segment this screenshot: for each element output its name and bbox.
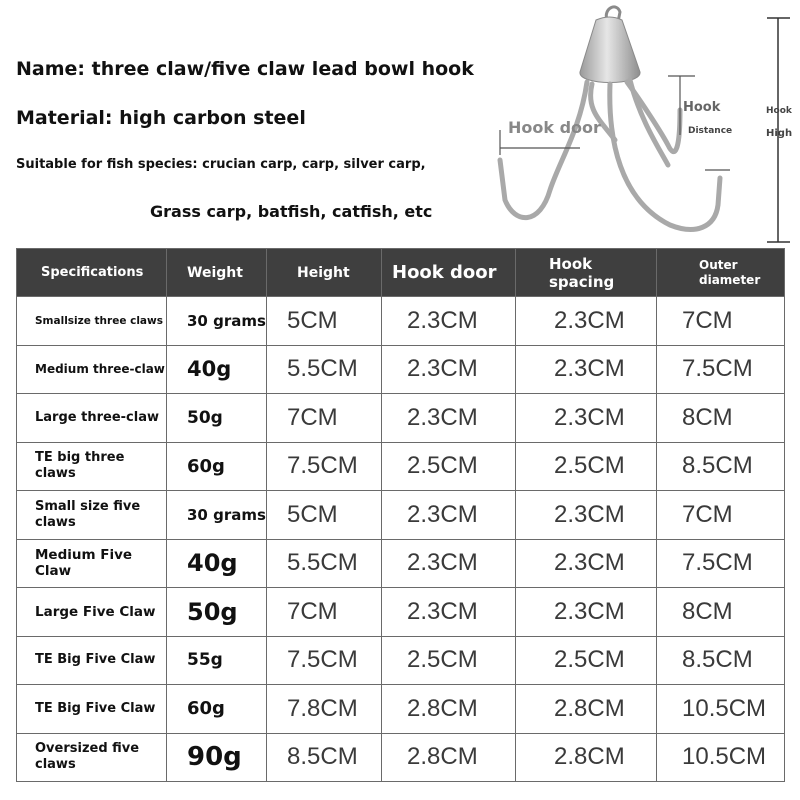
hook-spacing-cell: 2.3CM — [516, 491, 657, 540]
weight-cell: 40g — [167, 345, 267, 394]
table-row — [17, 345, 785, 394]
hook-spacing-cell: 2.5CM — [516, 636, 657, 685]
table-header-row — [17, 249, 785, 297]
hook-distance-label-bottom: Distance — [688, 126, 733, 136]
height-cell: 5CM — [267, 297, 382, 346]
weight-cell: 50g — [167, 588, 267, 637]
header-specifications: Specifications — [17, 249, 167, 297]
spec-cell: Small size five claws — [17, 491, 167, 540]
outer-diameter-cell: 7.5CM — [657, 345, 785, 394]
hook-distance-dimension — [668, 76, 733, 170]
spec-cell: TE big three claws — [17, 442, 167, 491]
height-cell: 5CM — [267, 491, 382, 540]
weight-cell: 50g — [167, 394, 267, 443]
spec-cell: Large Five Claw — [17, 588, 167, 637]
header-hook-spacing: Hook spacing — [516, 249, 657, 297]
height-cell: 7CM — [267, 394, 382, 443]
outer-diameter-cell: 8.5CM — [657, 636, 785, 685]
product-name: Name: three claw/five claw lead bowl hook — [16, 58, 474, 80]
spec-cell: TE Big Five Claw — [17, 685, 167, 734]
hook-diagram — [490, 0, 800, 250]
header-weight: Weight — [167, 249, 267, 297]
hook-spacing-cell: 2.3CM — [516, 297, 657, 346]
hook-door-cell: 2.3CM — [382, 297, 516, 346]
hook-spacing-cell: 2.3CM — [516, 588, 657, 637]
outer-diameter-cell: 7CM — [657, 297, 785, 346]
height-cell: 5.5CM — [267, 539, 382, 588]
weight-cell: 60g — [167, 442, 267, 491]
table-row — [17, 636, 785, 685]
hook-door-cell: 2.5CM — [382, 636, 516, 685]
table-row — [17, 491, 785, 540]
height-cell: 5.5CM — [267, 345, 382, 394]
height-cell: 7.8CM — [267, 685, 382, 734]
hook-door-cell: 2.5CM — [382, 442, 516, 491]
hook-distance-label-top: Hook — [683, 100, 721, 115]
height-cell: 7.5CM — [267, 636, 382, 685]
table-row — [17, 733, 785, 782]
lead-sinker — [580, 17, 640, 83]
hook-spacing-cell: 2.5CM — [516, 442, 657, 491]
table-row — [17, 685, 785, 734]
spec-cell: Medium Five Claw — [17, 539, 167, 588]
header-height: Height — [267, 249, 382, 297]
height-cell: 7.5CM — [267, 442, 382, 491]
outer-diameter-cell: 8CM — [657, 588, 785, 637]
hook-spacing-cell: 2.3CM — [516, 394, 657, 443]
suitable-species-continued: Grass carp, batfish, catfish, etc — [150, 202, 433, 221]
specification-table — [16, 248, 785, 782]
outer-diameter-cell: 8.5CM — [657, 442, 785, 491]
hook-door-cell: 2.8CM — [382, 733, 516, 782]
outer-diameter-cell: 10.5CM — [657, 733, 785, 782]
outer-diameter-cell: 7CM — [657, 491, 785, 540]
outer-diameter-cell: 10.5CM — [657, 685, 785, 734]
spec-cell: Large three-claw — [17, 394, 167, 443]
weight-cell: 30 grams — [167, 297, 267, 346]
suitable-species: Suitable for fish species: crucian carp, carp, silver carp, — [16, 157, 426, 172]
product-material: Material: high carbon steel — [16, 107, 306, 129]
hook-door-label: Hook door — [508, 118, 601, 137]
table-row — [17, 297, 785, 346]
hook-door-cell: 2.3CM — [382, 345, 516, 394]
hook-high-label-bottom: High — [766, 128, 793, 139]
spec-cell: Oversized five claws — [17, 733, 167, 782]
spec-cell: TE Big Five Claw — [17, 636, 167, 685]
weight-cell: 55g — [167, 636, 267, 685]
hook-door-cell: 2.3CM — [382, 588, 516, 637]
height-cell: 8.5CM — [267, 733, 382, 782]
table-row — [17, 394, 785, 443]
header-outer-diameter: Outer diameter — [657, 249, 785, 297]
hook-door-cell: 2.3CM — [382, 394, 516, 443]
weight-cell: 60g — [167, 685, 267, 734]
table-row — [17, 539, 785, 588]
weight-cell: 40g — [167, 539, 267, 588]
hook-spacing-cell: 2.3CM — [516, 539, 657, 588]
hook-door-cell: 2.8CM — [382, 685, 516, 734]
hook-spacing-cell: 2.3CM — [516, 345, 657, 394]
hook-high-label-top: Hook — [766, 106, 792, 116]
table-row — [17, 442, 785, 491]
height-cell: 7CM — [267, 588, 382, 637]
spec-cell: Medium three-claw — [17, 345, 167, 394]
hook-door-cell: 2.3CM — [382, 539, 516, 588]
table-body — [17, 297, 785, 782]
hook-spacing-cell: 2.8CM — [516, 685, 657, 734]
outer-diameter-cell: 8CM — [657, 394, 785, 443]
outer-diameter-cell: 7.5CM — [657, 539, 785, 588]
table-row — [17, 588, 785, 637]
spec-cell: Smallsize three claws — [17, 297, 167, 346]
weight-cell: 90g — [167, 733, 267, 782]
hook-door-cell: 2.3CM — [382, 491, 516, 540]
weight-cell: 30 grams — [167, 491, 267, 540]
header-hook-door: Hook door — [382, 249, 516, 297]
hook-spacing-cell: 2.8CM — [516, 733, 657, 782]
